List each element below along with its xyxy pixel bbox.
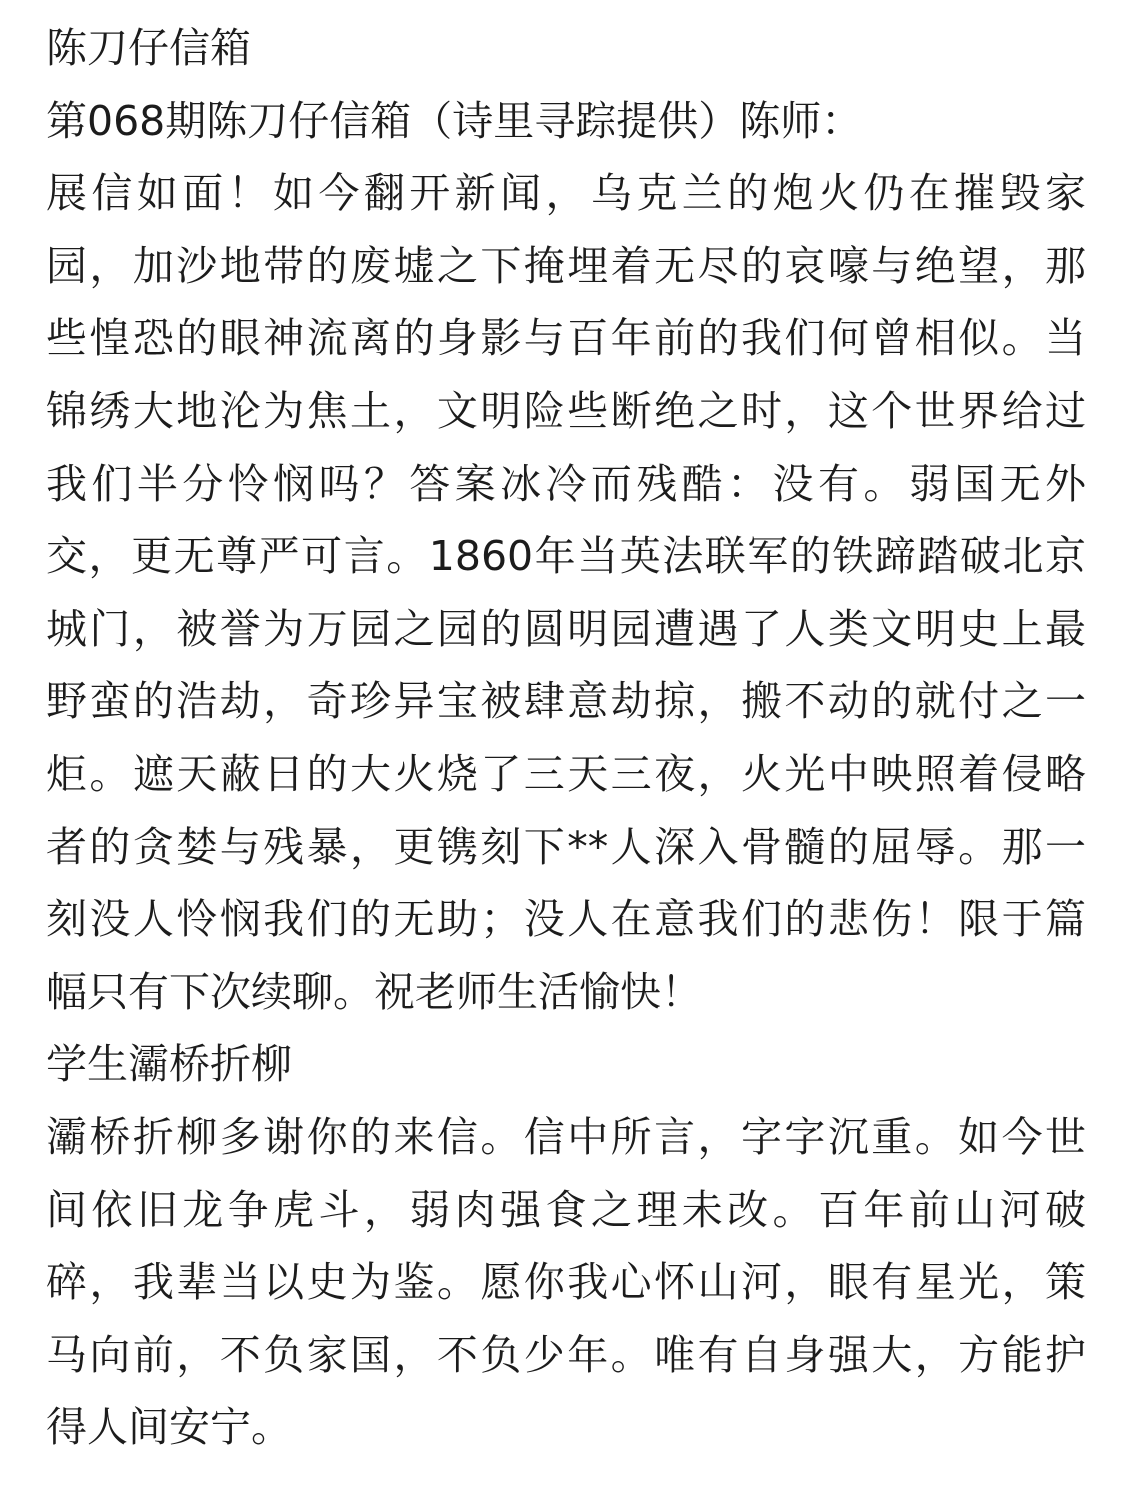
letter-line: 展信如面！如今翻开新闻，乌克兰的炮火仍在摧毁家 [46,169,1086,218]
letter-body [46,157,1086,1028]
letter-line: 者的贪婪与残暴，更镌刻下**人深入骨髓的屈辱。那一 [46,822,1086,871]
letter-line: 锦绣大地沦为焦土，文明险些断绝之时，这个世界给过 [46,386,1086,435]
reply-line: 得人间安宁。 [46,1403,292,1452]
letter-line: 城门，被誉为万园之园的圆明园遭遇了人类文明史上最 [46,604,1086,653]
reply-line: 间依旧龙争虎斗，弱肉强食之理未改。百年前山河破 [46,1185,1086,1234]
letter-line: 刻没人怜悯我们的无助；没人在意我们的悲伤！限于篇 [46,895,1086,944]
document-page [46,12,1086,1464]
letter-line: 园，加沙地带的废墟之下掩埋着无尽的哀嚎与绝望，那 [46,241,1086,290]
reply-line: 碎，我辈当以史为鉴。愿你我心怀山河，眼有星光，策 [46,1258,1086,1307]
letter-line: 幅只有下次续聊。祝老师生活愉快！ [46,967,702,1016]
letter-line: 我们半分怜悯吗？答案冰冷而残酷：没有。弱国无外 [46,459,1086,508]
document-title: 陈刀仔信箱 [46,24,251,72]
letter-line: 些惶恐的眼神流离的身影与百年前的我们何曾相似。当 [46,314,1086,363]
letter-line: 交，更无尊严可言。1860年当英法联军的铁蹄踏破北京 [46,532,1086,581]
letter-signature: 学生灞桥折柳 [46,1040,292,1089]
letter-line: 炬。遮天蔽日的大火烧了三天三夜，火光中映照着侵略 [46,749,1086,798]
issue-line: 第068期陈刀仔信箱（诗里寻踪提供）陈师： [46,96,863,145]
reply-line: 灞桥折柳多谢你的来信。信中所言，字字沉重。如今世 [46,1112,1086,1161]
reply-body [46,1101,1086,1464]
reply-line: 马向前，不负家国，不负少年。唯有自身强大，方能护 [46,1330,1086,1379]
letter-line: 野蛮的浩劫，奇珍异宝被肆意劫掠，搬不动的就付之一 [46,677,1086,726]
